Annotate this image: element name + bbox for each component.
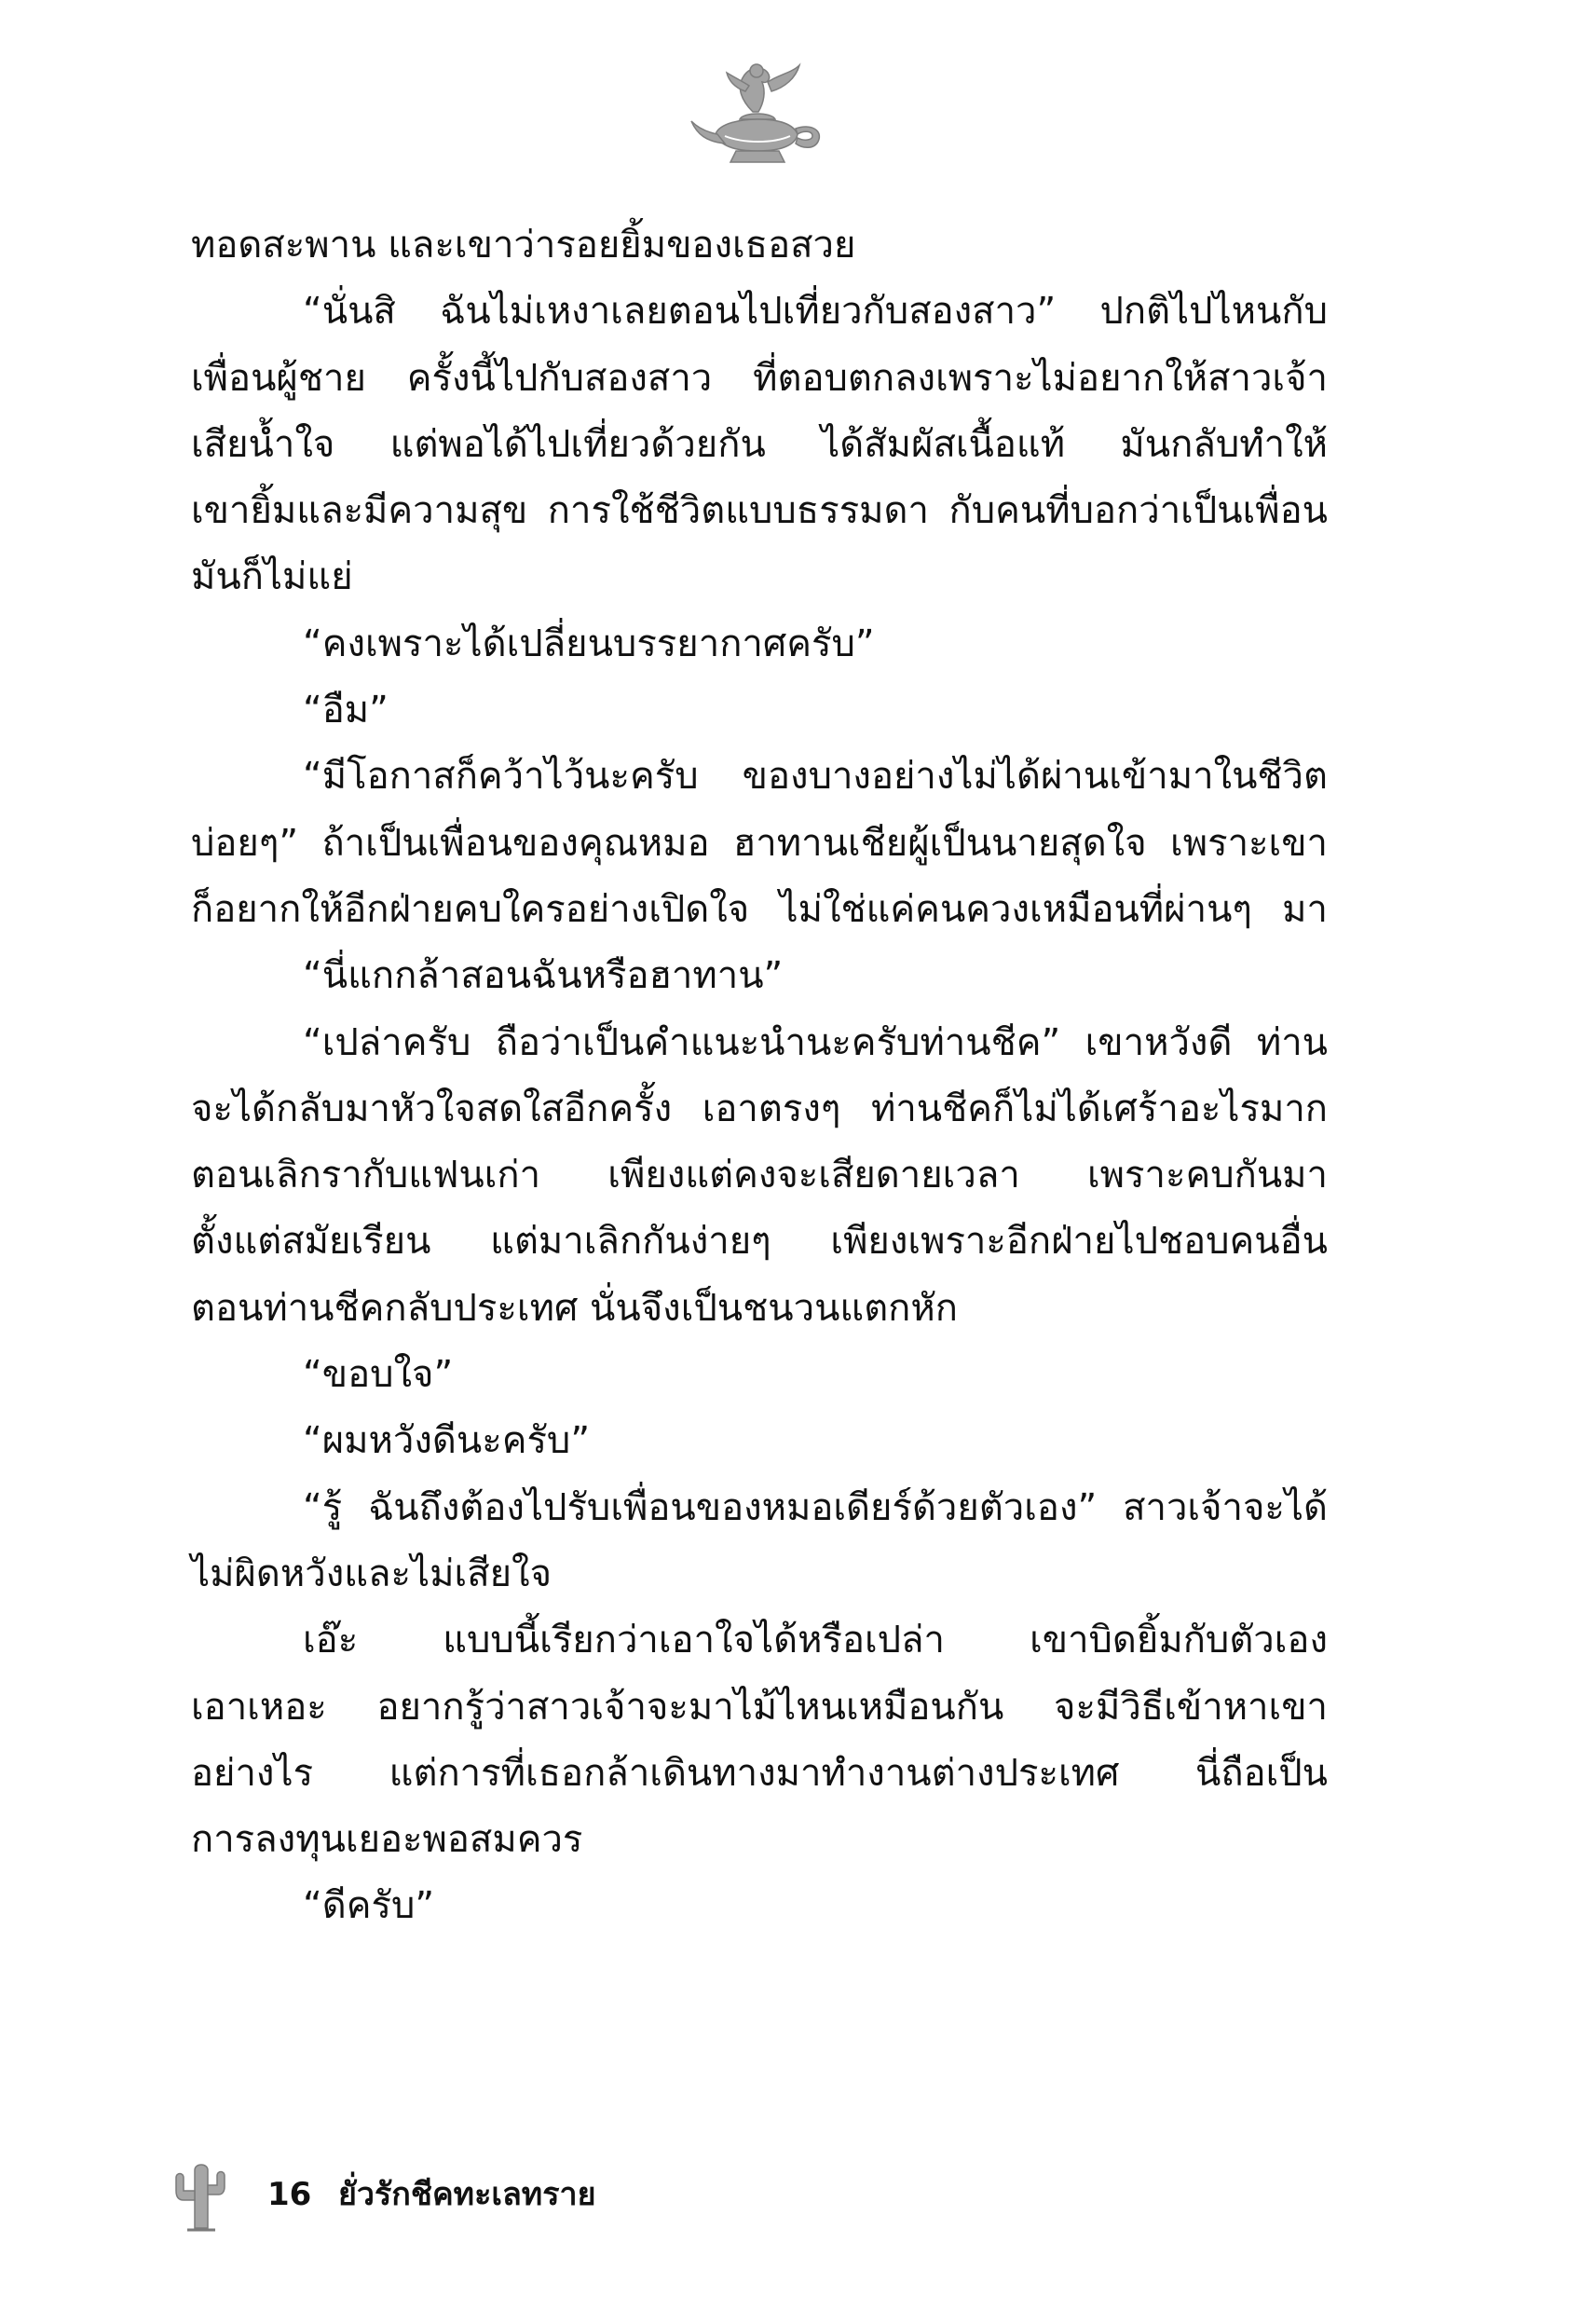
text-line: เอ๊ะ แบบนี้เรียกว่าเอาใจได้หรือเปล่า เขาบิดยิ้มกับตัวเอง	[303, 1619, 1328, 1662]
text-line: “ดีครับ”	[303, 1884, 435, 1928]
genie-lamp-icon	[688, 54, 827, 175]
text-line: เสียน้ำใจ แต่พอได้ไปเที่ยวด้วยกัน ได้สัมผัสเนื้อแท้ มันกลับทำให้	[191, 422, 1328, 466]
text-line: เอาเหอะ อยากรู้ว่าสาวเจ้าจะมาไม้ไหนเหมือนกัน จะมีวิธีเข้าหาเขา	[191, 1685, 1328, 1729]
text-line: “ผมหวังดีนะครับ”	[303, 1419, 591, 1463]
text-line: “เปล่าครับ ถือว่าเป็นคำแนะนำนะครับท่านชีค” เขาหวังดี ท่าน	[303, 1020, 1328, 1064]
text-line: “รู้ ฉันถึงต้องไปรับเพื่อนของหมอเดียร์ด้วยตัวเอง” สาวเจ้าจะได้	[303, 1485, 1328, 1529]
text-line: เพื่อนผู้ชาย ครั้งนี้ไปกับสองสาว ที่ตอบตกลงเพราะไม่อยากให้สาวเจ้า	[191, 356, 1328, 400]
text-line: “นั่นสิ ฉันไม่เหงาเลยตอนไปเที่ยวกับสองสาว” ปกติไปไหนกับ	[303, 290, 1328, 334]
text-line: ก็อยากให้อีกฝ่ายคบใครอย่างเปิดใจ ไม่ใช่แค่คนควงเหมือนที่ผ่านๆ มา	[191, 887, 1328, 931]
text-line: “มีโอกาสก็คว้าไว้นะครับ ของบางอย่างไม่ได้ผ่านเข้ามาในชีวิต	[303, 755, 1328, 799]
page-number: 16	[267, 2176, 312, 2213]
text-line: มันก็ไม่แย่	[191, 555, 353, 599]
text-line: “ขอบใจ”	[303, 1353, 454, 1397]
text-line: “นี่แกกล้าสอนฉันหรือฮาทาน”	[303, 954, 784, 998]
text-line: ตั้งแต่สมัยเรียน แต่มาเลิกกันง่ายๆ เพียงเพราะอีกฝ่ายไปชอบคนอื่น	[191, 1220, 1328, 1264]
text-line: เขายิ้มและมีความสุข การใช้ชีวิตแบบธรรมดา กับคนที่บอกว่าเป็นเพื่อน	[191, 489, 1328, 533]
book-title: ยั่วรักชีคทะเลทราย	[338, 2176, 596, 2213]
text-line: ตอนเลิกรากับแฟนเก่า เพียงแต่คงจะเสียดายเวลา เพราะคบกันมา	[191, 1154, 1328, 1197]
text-line: จะได้กลับมาหัวใจสดใสอีกครั้ง เอาตรงๆ ท่านชีคก็ไม่ได้เศร้าอะไรมาก	[191, 1087, 1328, 1130]
cactus-icon	[172, 2157, 230, 2232]
text-line: อย่างไร แต่การที่เธอกล้าเดินทางมาทำงานต่างประเทศ นี่ถือเป็น	[191, 1751, 1328, 1795]
text-line: ตอนท่านชีคกลับประเทศ นั่นจึงเป็นชนวนแตกหัก	[191, 1286, 958, 1330]
text-line: “อืม”	[303, 689, 389, 732]
body-text	[191, 212, 1328, 1940]
text-line: “คงเพราะได้เปลี่ยนบรรยากาศครับ”	[303, 622, 875, 665]
text-line: บ่อยๆ” ถ้าเป็นเพื่อนของคุณหมอ ฮาทานเชียผู้เป็นนายสุดใจ เพราะเขา	[191, 821, 1328, 865]
text-line: การลงทุนเยอะพอสมควร	[191, 1818, 583, 1862]
text-line: ไม่ผิดหวังและไม่เสียใจ	[191, 1552, 552, 1595]
text-line: ทอดสะพาน และเขาว่ารอยยิ้มของเธอสวย	[191, 224, 856, 267]
page-footer	[172, 2157, 825, 2232]
